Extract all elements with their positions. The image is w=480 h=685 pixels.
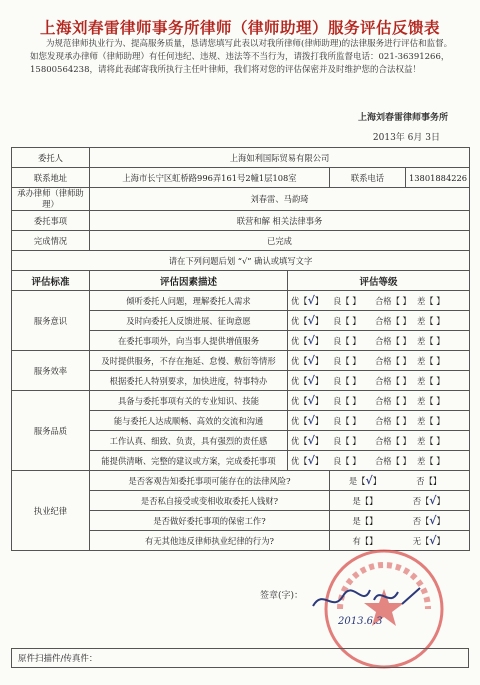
- option-no[interactable]: 否【: [412, 496, 430, 506]
- intro-paragraph: 为规范律师执业行为、提高服务质量，恳请您填写此表以对我所律师(律师助理)的法律服务进行评估和监督。如您发现承办律师（律师助理）有任何违纪、违规、违法等不当行为，请拨打我所监督电话：021-36391266，15800564238，请将此表邮寄我所执行主任叶律师，我们将对您的评估保密并及时维护您的合法权益！: [30, 39, 453, 75]
- option-good[interactable]: 良【: [333, 416, 350, 426]
- bracket-close: 】: [432, 476, 442, 486]
- address-row: [12, 168, 470, 188]
- bracket-close: 】: [314, 296, 324, 306]
- option-pass[interactable]: 合格【: [375, 336, 400, 346]
- option-pass[interactable]: 合格【: [375, 316, 400, 326]
- option-good[interactable]: 良【: [333, 296, 350, 306]
- category-discipline: 执业纪律: [12, 471, 90, 551]
- bracket-close: 】: [352, 436, 361, 446]
- bracket-close: 】: [352, 456, 361, 466]
- option-poor[interactable]: 差【: [417, 376, 434, 386]
- option-good[interactable]: 良【: [333, 336, 350, 346]
- option-good[interactable]: 良【: [333, 316, 350, 326]
- bracket-close: 】: [314, 436, 324, 446]
- check-mark: √: [307, 454, 315, 467]
- client-row: [12, 148, 470, 168]
- instruction-row: [12, 251, 470, 271]
- address-value[interactable]: 上海市长宁区虹桥路996弄161号2幢1层108室: [90, 168, 330, 188]
- handwritten-signature-icon: [308, 578, 428, 618]
- grade-header: 评估等级: [288, 271, 470, 291]
- phone-value[interactable]: 13801884226: [406, 168, 470, 188]
- option-pass[interactable]: 合格【: [375, 416, 400, 426]
- bracket-close: 】: [314, 416, 324, 426]
- discipline-row: [12, 471, 470, 491]
- option-good[interactable]: 良【: [333, 396, 350, 406]
- criteria-header: 评估标准: [12, 271, 90, 291]
- discipline-question: 是否做好委托事项的保密工作?: [90, 511, 330, 531]
- option-pass[interactable]: 合格【: [375, 456, 400, 466]
- check-mark: √: [307, 334, 315, 347]
- check-mark: √: [429, 514, 437, 527]
- option-excellent[interactable]: 优【: [291, 336, 308, 346]
- option-excellent[interactable]: 优【: [291, 296, 308, 306]
- bracket-close: 】: [402, 316, 411, 326]
- eval-row: [12, 391, 470, 411]
- bracket-close: 】: [369, 516, 378, 526]
- bracket-close: 】: [352, 356, 361, 366]
- factor-text: 及时提供服务，不存在拖延、怠慢、敷衍等情形: [90, 351, 288, 371]
- option-good[interactable]: 良【: [333, 376, 350, 386]
- matter-row: [12, 211, 470, 231]
- option-excellent[interactable]: 优【: [291, 356, 308, 366]
- option-pass[interactable]: 合格【: [375, 436, 400, 446]
- lawyer-value[interactable]: 刘春雷、马韵琦: [90, 188, 470, 211]
- option-no[interactable]: 无【: [412, 536, 430, 546]
- bracket-close: 】: [352, 296, 361, 306]
- check-mark: √: [307, 394, 315, 407]
- grade-options[interactable]: [288, 431, 470, 451]
- option-yes[interactable]: 有【: [352, 536, 370, 546]
- option-poor[interactable]: 差【: [417, 416, 434, 426]
- check-mark: √: [307, 374, 315, 387]
- factors-header: 评估因素描述: [90, 271, 288, 291]
- client-label: 委托人: [12, 148, 90, 168]
- discipline-question: 是否私自接受或变相收取委托人钱财?: [90, 491, 330, 511]
- bottom-label: 原件扫描件/传真件：: [18, 654, 98, 664]
- discipline-options[interactable]: [330, 491, 470, 511]
- bracket-close: 】: [314, 336, 324, 346]
- option-good[interactable]: 良【: [333, 356, 350, 366]
- grade-options[interactable]: [288, 291, 470, 311]
- category-efficiency: 服务效率: [12, 351, 90, 391]
- option-poor[interactable]: 差【: [417, 316, 434, 326]
- check-mark: √: [307, 414, 315, 427]
- grade-options[interactable]: [288, 391, 470, 411]
- client-value[interactable]: 上海如利国际贸易有限公司: [90, 148, 470, 168]
- option-poor[interactable]: 差【: [417, 296, 434, 306]
- bracket-close: 】: [402, 436, 411, 446]
- bracket-close: 】: [436, 536, 445, 546]
- eval-row: [12, 291, 470, 311]
- discipline-question: 是否客观告知委托事项可能存在的法律风险?: [90, 471, 330, 491]
- bracket-close: 】: [436, 436, 445, 446]
- bracket-close: 】: [436, 496, 445, 506]
- signature-date: 2013.6.3: [338, 616, 383, 627]
- matter-value[interactable]: 联营和解 相关法律事务: [90, 211, 470, 231]
- form-date: 2013年 6月 3日: [372, 133, 440, 143]
- bracket-close: 】: [314, 396, 324, 406]
- status-value[interactable]: 已完成: [90, 231, 470, 251]
- bracket-close: 】: [402, 336, 411, 346]
- lawyer-row: [12, 188, 470, 211]
- bracket-close: 】: [436, 516, 445, 526]
- bottom-scan-row: [11, 648, 469, 668]
- bracket-close: 】: [402, 396, 411, 406]
- option-pass[interactable]: 合格【: [375, 296, 400, 306]
- option-poor[interactable]: 差【: [417, 356, 434, 366]
- bracket-close: 】: [402, 356, 411, 366]
- check-mark: √: [307, 314, 315, 327]
- factor-text: 倾听委托人问题，理解委托人需求: [90, 291, 288, 311]
- grade-options[interactable]: [288, 411, 470, 431]
- check-mark: √: [307, 294, 315, 307]
- check-mark: √: [307, 354, 315, 367]
- option-excellent[interactable]: 优【: [291, 316, 308, 326]
- bracket-close: 】: [352, 336, 361, 346]
- eval-row: [12, 351, 470, 371]
- factor-text: 能与委托人达成顺畅、高效的交流和沟通: [90, 411, 288, 431]
- option-yes[interactable]: 是【: [352, 496, 370, 506]
- signature-label: 签章(字)：: [260, 591, 304, 601]
- bracket-close: 】: [369, 536, 378, 546]
- bracket-close: 】: [352, 376, 361, 386]
- option-poor[interactable]: 差【: [417, 396, 434, 406]
- grade-options[interactable]: [288, 331, 470, 351]
- bracket-close: 】: [436, 456, 445, 466]
- option-excellent[interactable]: 优【: [291, 456, 308, 466]
- option-poor[interactable]: 差【: [417, 456, 434, 466]
- option-good[interactable]: 良【: [333, 456, 350, 466]
- bracket-close: 】: [436, 296, 445, 306]
- category-quality: 服务品质: [12, 391, 90, 471]
- option-excellent[interactable]: 优【: [291, 436, 308, 446]
- grade-options[interactable]: [288, 351, 470, 371]
- firm-name: 上海刘春雷律师事务所: [357, 113, 448, 123]
- bracket-close: 】: [402, 456, 411, 466]
- form-title: 上海刘春雷律师事务所律师（律师助理）服务评估反馈表: [39, 19, 440, 37]
- check-mark: √: [429, 494, 437, 507]
- bracket-close: 】: [352, 316, 361, 326]
- matter-label: 委托事项: [12, 211, 90, 231]
- bracket-close: 】: [369, 496, 378, 506]
- bracket-close: 】: [314, 376, 324, 386]
- factor-text: 具备与委托事项有关的专业知识、技能: [90, 391, 288, 411]
- bracket-close: 】: [402, 376, 411, 386]
- option-poor[interactable]: 差【: [417, 336, 434, 346]
- check-mark: √: [429, 534, 437, 547]
- factor-text: 及时向委托人反馈进展、征询意愿: [90, 311, 288, 331]
- bracket-close: 】: [402, 296, 411, 306]
- discipline-question: 有无其他违反律师执业纪律的行为?: [90, 531, 330, 551]
- lawyer-label: 承办律师（律师助理）: [12, 188, 90, 211]
- bracket-close: 】: [436, 336, 445, 346]
- grade-options[interactable]: [288, 371, 470, 391]
- option-excellent[interactable]: 优【: [291, 416, 308, 426]
- status-row: [12, 231, 470, 251]
- factor-text: 在委托事项外，向当事人提供增值服务: [90, 331, 288, 351]
- check-mark: √: [307, 434, 315, 447]
- address-label: 联系地址: [12, 168, 90, 188]
- option-poor[interactable]: 差【: [417, 436, 434, 446]
- option-pass[interactable]: 合格【: [375, 396, 400, 406]
- bracket-close: 】: [436, 376, 445, 386]
- option-excellent[interactable]: 优【: [291, 376, 308, 386]
- bracket-close: 】: [352, 416, 361, 426]
- bracket-close: 】: [314, 456, 324, 466]
- header-row: [12, 271, 470, 291]
- category-service: 服务意识: [12, 291, 90, 351]
- bracket-close: 】: [402, 416, 411, 426]
- option-no[interactable]: 否【: [416, 476, 433, 486]
- discipline-options[interactable]: [330, 471, 470, 491]
- bracket-close: 】: [436, 396, 445, 406]
- evaluation-table: [11, 147, 470, 551]
- factor-text: 根据委托人特别要求，加快进度，特事特办: [90, 371, 288, 391]
- option-yes[interactable]: 是【: [348, 476, 366, 486]
- grade-options[interactable]: [288, 311, 470, 331]
- instruction-text: 请在下列问题后划 “√” 确认或填写文字: [12, 251, 470, 271]
- option-no[interactable]: 否【: [412, 516, 430, 526]
- bracket-close: 】: [372, 476, 381, 486]
- bracket-close: 】: [314, 356, 324, 366]
- status-label: 完成情况: [12, 231, 90, 251]
- option-pass[interactable]: 合格【: [375, 376, 400, 386]
- grade-options[interactable]: [288, 451, 470, 471]
- factor-text: 能提供清晰、完整的建议或方案，完成委托事项: [90, 451, 288, 471]
- bracket-close: 】: [314, 316, 324, 326]
- bracket-close: 】: [352, 396, 361, 406]
- bracket-close: 】: [436, 416, 445, 426]
- option-good[interactable]: 良【: [333, 436, 350, 446]
- phone-label: 联系电话: [330, 168, 406, 188]
- discipline-options[interactable]: [330, 511, 470, 531]
- bracket-close: 】: [436, 356, 445, 366]
- option-pass[interactable]: 合格【: [375, 356, 400, 366]
- option-yes[interactable]: 是【: [352, 516, 370, 526]
- option-excellent[interactable]: 优【: [291, 396, 308, 406]
- factor-text: 工作认真、细致、负责，具有强烈的责任感: [90, 431, 288, 451]
- bracket-close: 】: [436, 316, 445, 326]
- check-mark: √: [365, 474, 373, 487]
